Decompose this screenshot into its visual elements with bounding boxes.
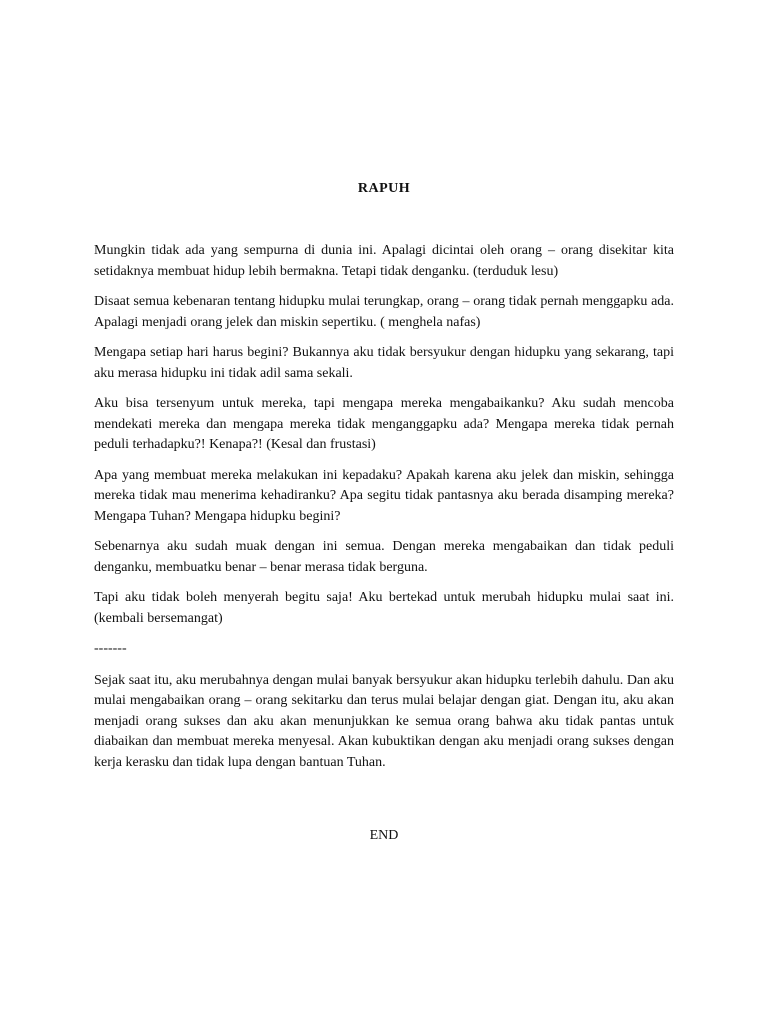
paragraph-8: Sejak saat itu, aku merubahnya dengan mulai banyak bersyukur akan hidupku terlebih dahulu. Dan aku mulai mengabaikan orang – orang sekitarku dan terus mulai belajar dengan giat. Dengan itu, aku akan menjadi orang sukses dan aku akan menunjukkan ke semua orang bahwa aku tidak pantas untuk diabaikan dan membuat mereka menyesal. Akan kubuktikan dengan aku menjadi orang sukses dengan kerja kerasku dan tidak lupa dengan bantuan Tuhan. bbox=[94, 672, 674, 770]
section-separator: ------- bbox=[94, 641, 127, 656]
paragraph-4: Aku bisa tersenyum untuk mereka, tapi mengapa mereka mengabaikanku? Aku sudah mencoba mendekati mereka dan mengapa mereka tidak menganggapku ada? Mengapa mereka tidak pernah peduli terhadapku?! Kenapa?! (Kesal dan frustasi) bbox=[94, 396, 674, 452]
paragraph-5: Apa yang membuat mereka melakukan ini kepadaku? Apakah karena aku jelek dan miskin, sehingga mereka tidak mau menerima kehadiranku? Apa segitu tidak pantasnya aku berada disamping mereka? Mengapa Tuhan? Mengapa hidupku begini? bbox=[94, 467, 674, 524]
document-body bbox=[94, 241, 674, 783]
end-label: END bbox=[369, 828, 399, 843]
paragraph-3: Mengapa setiap hari harus begini? Bukannya aku tidak bersyukur dengan hidupku yang sekarang, tapi aku merasa hidupku ini tidak adil sama sekali. bbox=[94, 345, 674, 381]
paragraph-7: Tapi aku tidak boleh menyerah begitu saja! Aku bertekad untuk merubah hidupku mulai saat ini. (kembali bersemangat) bbox=[94, 590, 674, 626]
paragraph-6: Sebenarnya aku sudah muak dengan ini semua. Dengan mereka mengabaikan dan tidak peduli denganku, membuatku benar – benar merasa tidak berguna. bbox=[94, 539, 674, 575]
paragraph-2: Disaat semua kebenaran tentang hidupku mulai terungkap, orang – orang tidak pernah menggapku ada. Apalagi menjadi orang jelek dan miskin sepertiku. ( menghela nafas) bbox=[94, 294, 674, 330]
paragraph-1: Mungkin tidak ada yang sempurna di dunia ini. Apalagi dicintai oleh orang – orang disekitar kita setidaknya membuat hidup lebih bermakna. Tetapi tidak denganku. (terduduk lesu) bbox=[94, 243, 674, 279]
document-title: RAPUH bbox=[357, 181, 411, 196]
